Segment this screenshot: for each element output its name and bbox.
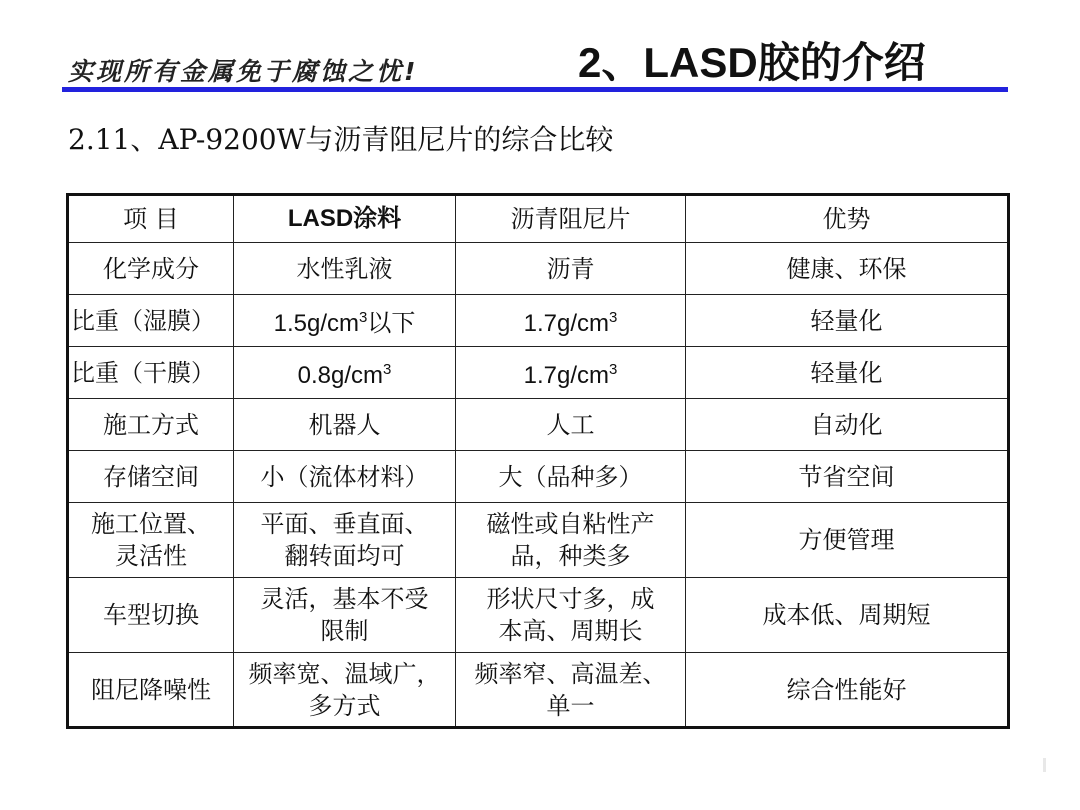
- cell-lasd-line2: 多方式: [308, 691, 381, 720]
- cell-lasd-line2: 翻转面均可: [284, 542, 405, 570]
- section-subtitle: 2.11、AP-9200W与沥青阻尼片的综合比较: [68, 123, 614, 156]
- cell-asphalt: [456, 653, 686, 728]
- title-divider: [62, 87, 1008, 92]
- cell-item: 存储空间: [68, 451, 234, 503]
- cell-lasd-line1: 平面、垂直面、: [260, 510, 429, 538]
- header-item: 项 目: [68, 195, 234, 243]
- cell-item-line2: 灵活性: [115, 542, 187, 570]
- cell-advantage: 方便管理: [686, 503, 1009, 578]
- cell-asphalt: [456, 347, 686, 399]
- cell-lasd: [234, 653, 456, 728]
- table-row: [68, 347, 1009, 399]
- cell-advantage: 轻量化: [686, 295, 1009, 347]
- cell-asphalt-value: 1.7g/cm: [523, 309, 610, 337]
- cell-item: 比重（干膜）: [68, 347, 234, 399]
- cell-lasd-line1: 频率宽、温域广，: [248, 659, 441, 688]
- cell-lasd-line2: 限制: [320, 617, 369, 645]
- cell-asphalt-line2: 本高、周期长: [498, 617, 643, 645]
- cell-lasd-line1: 灵活，基本不受: [260, 585, 429, 613]
- cell-asphalt-line2: 单一: [546, 691, 595, 720]
- table-row: [68, 653, 1009, 728]
- cell-lasd: [234, 503, 456, 578]
- cell-lasd: [234, 578, 456, 653]
- cell-item: 阻尼降噪性: [68, 653, 234, 728]
- cell-asphalt-sup: 3: [609, 308, 618, 326]
- cell-advantage: 综合性能好: [686, 653, 1009, 728]
- cell-item: [68, 503, 234, 578]
- header-lasd: LASD涂料: [234, 195, 456, 243]
- cell-asphalt: [456, 578, 686, 653]
- table-row: [68, 243, 1009, 295]
- table-row: [68, 578, 1009, 653]
- cell-advantage: 成本低、周期短: [686, 578, 1009, 653]
- table-row: [68, 399, 1009, 451]
- cell-asphalt: 大（品种多）: [456, 451, 686, 503]
- cell-asphalt-line2: 品，种类多: [510, 542, 631, 570]
- cell-item: 化学成分: [68, 243, 234, 295]
- cell-asphalt: [456, 503, 686, 578]
- cell-asphalt: 人工: [456, 399, 686, 451]
- comparison-table: [66, 193, 1010, 729]
- cell-item: 施工方式: [68, 399, 234, 451]
- slide-title: 2、LASD胶的介绍: [578, 39, 926, 86]
- cell-lasd-sup: 3: [359, 308, 368, 326]
- cell-lasd: 小（流体材料）: [234, 451, 456, 503]
- cell-lasd: 水性乳液: [234, 243, 456, 295]
- cell-asphalt: [456, 295, 686, 347]
- cell-asphalt-sup: 3: [609, 360, 618, 378]
- cell-lasd: [234, 347, 456, 399]
- cell-asphalt-line1: 形状尺寸多，成: [486, 585, 655, 613]
- cell-lasd: [234, 295, 456, 347]
- table-header-row: [68, 195, 1009, 243]
- cell-asphalt-value: 1.7g/cm: [523, 361, 610, 389]
- header-asphalt: 沥青阻尼片: [456, 195, 686, 243]
- cell-item: 车型切换: [68, 578, 234, 653]
- cell-advantage: 轻量化: [686, 347, 1009, 399]
- cell-asphalt-line1: 频率窄、高温差、: [474, 659, 667, 688]
- cell-item-line1: 施工位置、: [91, 510, 211, 538]
- table-row: [68, 451, 1009, 503]
- table-row: [68, 503, 1009, 578]
- header-advantage: 优势: [686, 195, 1009, 243]
- cell-advantage: 节省空间: [686, 451, 1009, 503]
- cell-item: 比重（湿膜）: [68, 295, 234, 347]
- slogan: 实现所有金属免于腐蚀之忧!: [68, 57, 419, 86]
- cell-lasd-value: 0.8g/cm: [297, 361, 384, 389]
- cell-lasd: 机器人: [234, 399, 456, 451]
- cell-advantage: 自动化: [686, 399, 1009, 451]
- cell-asphalt: 沥青: [456, 243, 686, 295]
- cell-asphalt-line1: 磁性或自粘性产: [486, 510, 655, 538]
- cell-advantage: 健康、环保: [686, 243, 1009, 295]
- cell-lasd-sup: 3: [383, 360, 392, 378]
- table-row: [68, 295, 1009, 347]
- corner-marker: [1043, 758, 1046, 772]
- cell-lasd-suffix: 以下: [367, 308, 416, 337]
- cell-lasd-value: 1.5g/cm: [273, 309, 360, 337]
